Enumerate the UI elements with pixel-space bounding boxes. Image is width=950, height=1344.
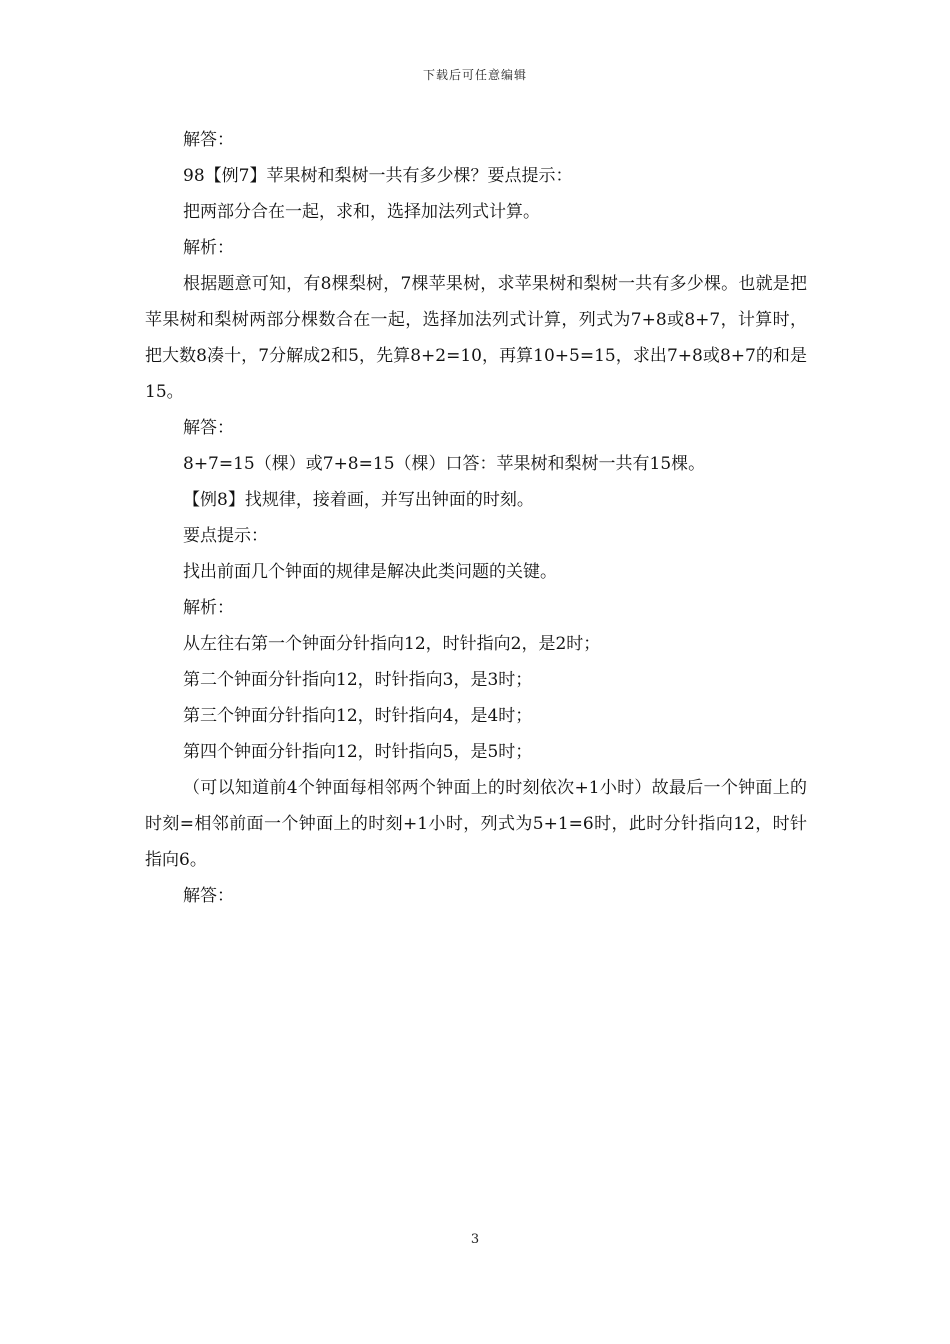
paragraph-example-7-answer: 8+7=15（棵）或7+8=15（棵）口答：苹果树和梨树一共有15棵。 [183, 454, 706, 474]
paragraph-example-8-hint: 找出前面几个钟面的规律是解决此类问题的关键。 [183, 562, 557, 582]
paragraph-clock-4: 第四个钟面分针指向12，时针指向5，是5时； [183, 742, 533, 762]
document-body [145, 122, 807, 914]
paragraph-answer-label: 解答： [183, 886, 234, 906]
paragraph-example-7-hint: 把两部分合在一起，求和，选择加法列式计算。 [183, 202, 540, 222]
paragraph-example-7-title: 98【例7】苹果树和梨树一共有多少棵？要点提示： [183, 166, 573, 186]
paragraph-example-8-title: 【例8】找规律，接着画，并写出钟面的时刻。 [183, 490, 534, 510]
paragraph-clock-1: 从左往右第一个钟面分针指向12，时针指向2，是2时； [183, 634, 601, 654]
paragraph-analysis-label: 解析： [183, 238, 234, 258]
paragraph-example-7-analysis: 根据题意可知，有8棵梨树，7棵苹果树，求苹果树和梨树一共有多少棵。也就是把苹果树和梨树两部分棵数合在一起，选择加法列式计算，列式为7+8或8+7，计算时，把大数8凑十，7分解成2和5，先算8+2=10，再算10+5=15，求出7+8或8+7的和是15。 [145, 274, 807, 402]
paragraph-answer-label: 解答： [183, 130, 234, 150]
paragraph-answer-label: 解答： [183, 418, 234, 438]
page-header: 下载后可任意编辑 [422, 68, 527, 82]
paragraph-example-8-conclusion: （可以知道前4个钟面每相邻两个钟面上的时刻依次+1小时）故最后一个钟面上的时刻=相邻前面一个钟面上的时刻+1小时，列式为5+1=6时，此时分针指向12，时针指向6。 [145, 778, 807, 870]
paragraph-analysis-label: 解析： [183, 598, 234, 618]
page-number: 3 [470, 1232, 480, 1247]
paragraph-clock-2: 第二个钟面分针指向12，时针指向3，是3时； [183, 670, 533, 690]
paragraph-clock-3: 第三个钟面分针指向12，时针指向4，是4时； [183, 706, 533, 726]
paragraph-hint-label: 要点提示： [183, 526, 268, 546]
